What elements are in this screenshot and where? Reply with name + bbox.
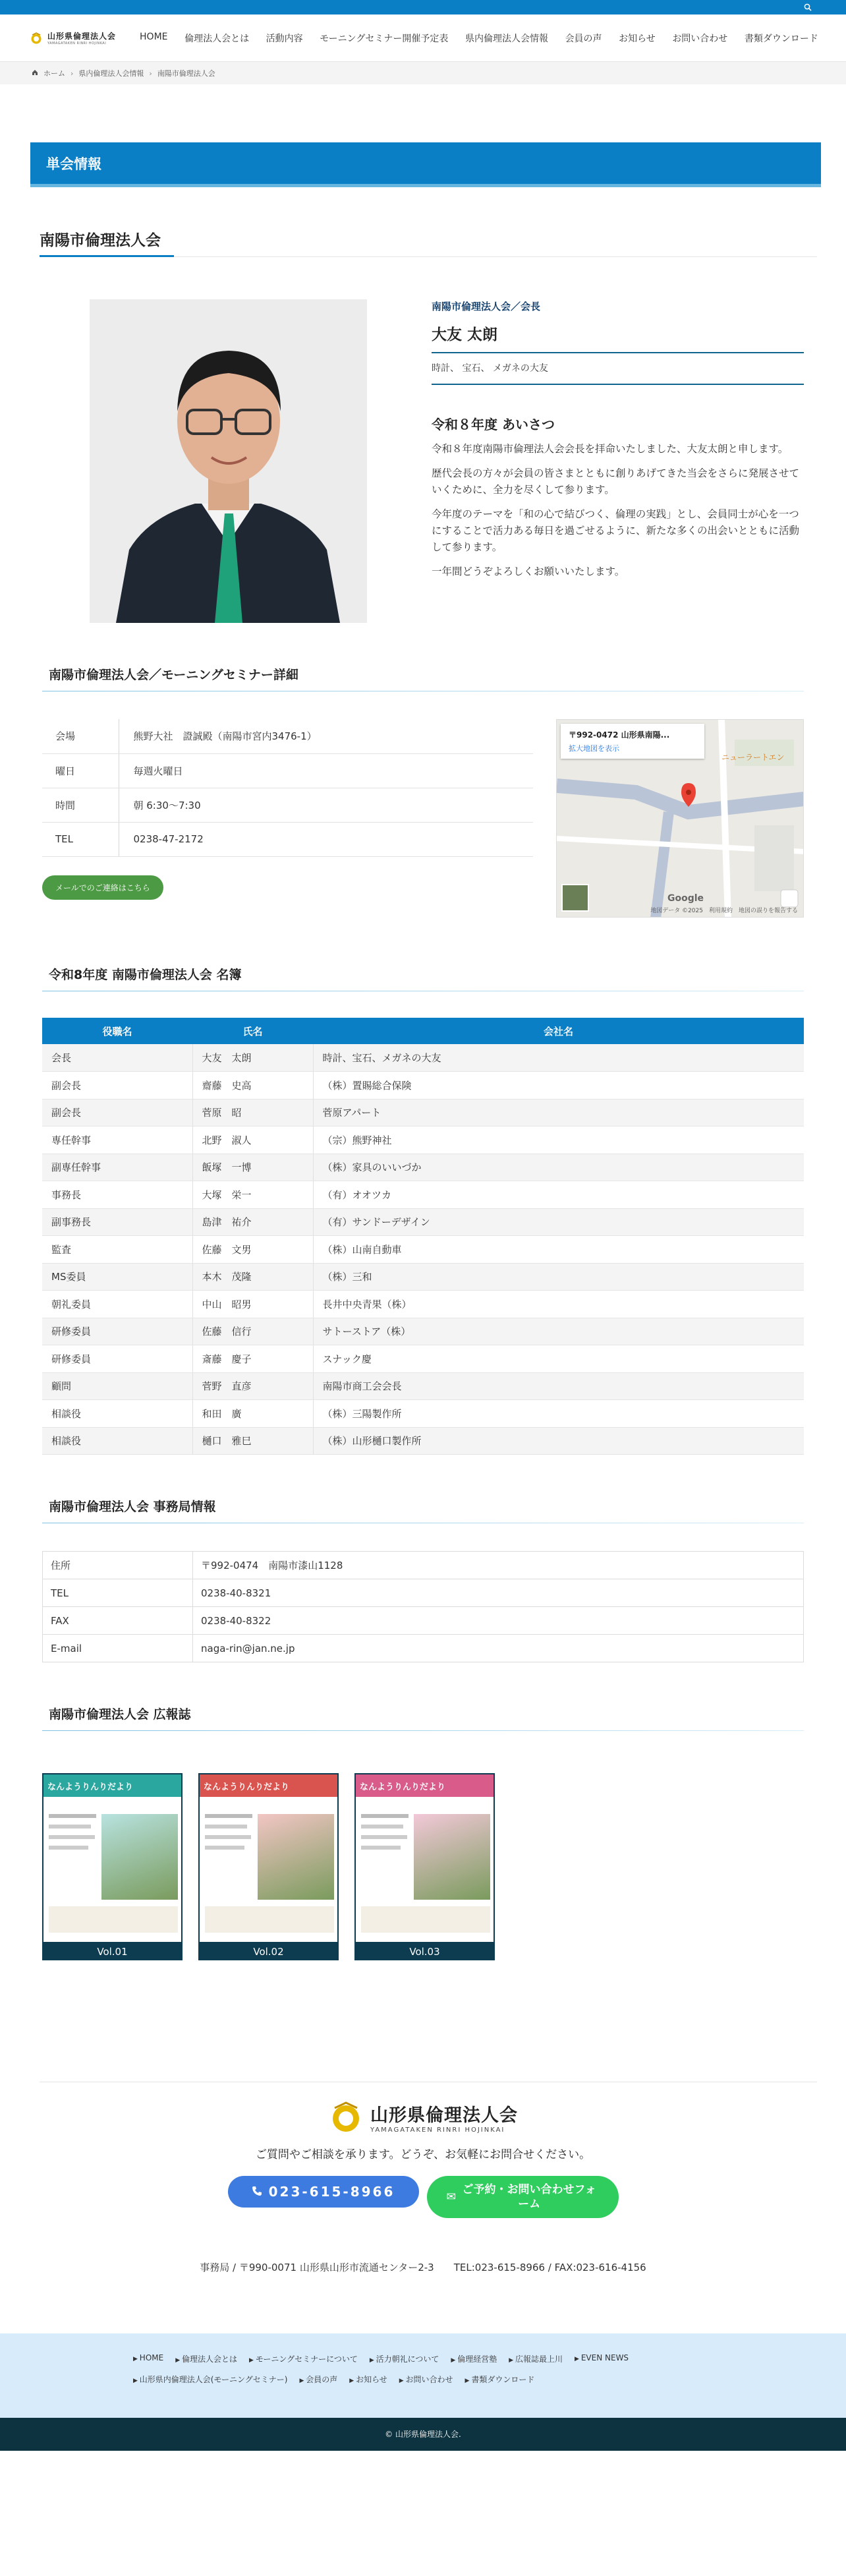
seminar-label: 曜日 [42,753,119,788]
roster-company: 時計、宝石、メガネの大友 [313,1044,804,1072]
roster-section-title: 令和8年度 南陽市倫理法人会 名簿 [42,965,804,991]
footer-link[interactable]: ▶ EVEN NEWS [575,2353,629,2364]
footer-link[interactable]: ▶ 倫理経営塾 [451,2353,497,2364]
cta-logo [328,2101,518,2134]
seminar-label: TEL [42,822,119,856]
table-row [42,1072,804,1099]
chairman-greeting [42,299,804,623]
nav-item[interactable]: お知らせ [619,33,656,44]
greeting-title: 令和８年度 あいさつ [432,417,555,432]
logo-text: 山形県倫理法人会 [47,32,117,41]
top-bar [0,0,846,15]
seminar-row [42,719,533,753]
map-address: 〒992-0472 山形県南陽... [569,730,670,740]
magazine-cover[interactable] [354,1773,495,1943]
greeting-paragraph: 今年度のテーマを「和の心で結びつく、倫理の実践」とし、会員同士が心を一つにすることで活力ある毎日を過ごせるように、新たな多くの出会いとともに活動して参ります。 [432,508,800,553]
map-place-label: ニューラートエン [721,753,785,762]
office-label: FAX [43,1607,193,1635]
roster-company: 南陽市商工会会長 [313,1372,804,1400]
mail-contact-button[interactable]: メールでのご連絡はこちら [42,875,163,900]
nav-item[interactable]: 倫理法人会とは [184,33,250,44]
search-icon[interactable] [804,3,812,11]
roster-role: 専任幹事 [42,1127,192,1154]
table-row [42,1318,804,1345]
nav-item[interactable]: 県内倫理法人会情報 [465,33,548,44]
site-header [0,15,846,62]
cta-message: ご質問やご相談を承ります。どうぞ、お気軽にお問合せください。 [255,2148,591,2161]
office-value: 0238-40-8322 [193,1607,804,1635]
roster-company: サトーストア（株） [313,1318,804,1345]
office-address: 事務局 / 〒990-0071 山形県山形市流通センター2-3 TEL:023-615-8966 / FAX:023-616-4156 [200,2262,646,2273]
logo-emblem-icon [328,2101,364,2133]
site-logo[interactable] [29,30,116,45]
table-row [42,1400,804,1428]
footer-link[interactable]: ▶ お知らせ [349,2374,387,2385]
logo-subtext: YAMAGATAKEN RINRI HOJINKAI [47,42,107,45]
breadcrumb-prefecture[interactable]: 県内倫理法人会情報 [78,69,144,78]
greeting-paragraph: 令和８年度南陽市倫理法人会会長を拝命いたしました、大友太朗と申します。 [432,443,789,455]
office-section-title: 南陽市倫理法人会 事務局情報 [42,1497,804,1523]
roster-role: 副会長 [42,1099,192,1127]
breadcrumb [0,62,846,84]
home-icon [32,69,38,78]
chairman-company: 時計、 宝石、 メガネの大友 [432,353,804,385]
magazine-volume[interactable]: Vol.03 [354,1943,495,1960]
roster-company: 菅原アパート [313,1099,804,1127]
seminar-value: 熊野大社 證誠殿（南陽市宮内3476-1） [119,719,533,753]
roster-table [42,1018,804,1455]
roster-name: 菅野 直彦 [192,1372,313,1400]
seminar-value: 朝 6:30〜7:30 [119,788,533,822]
table-row [42,1372,804,1400]
map-info-card [561,724,704,759]
office-table [42,1551,804,1662]
roster-company: （株）三和 [313,1263,804,1291]
table-row [42,1154,804,1181]
roster-name: 中山 昭男 [192,1291,313,1318]
table-row [42,1181,804,1209]
nav-item[interactable]: お問い合わせ [672,33,728,44]
magazine-cover-title: なんようりんりだより [47,1782,134,1792]
page-title: 単会情報 [30,142,821,187]
contact-cta [42,2101,804,2274]
magazine-volume[interactable]: Vol.02 [198,1943,339,1960]
table-row [42,1099,804,1127]
seminar-label: 会場 [42,719,119,753]
roster-company: （株）山南自動車 [313,1236,804,1264]
google-map[interactable] [556,719,804,918]
roster-name: 北野 淑人 [192,1127,313,1154]
copyright: © 山形県倫理法人会. [0,2418,846,2451]
contact-form-button[interactable] [427,2176,619,2218]
office-label: 住所 [43,1552,193,1579]
office-label: E-mail [43,1635,193,1662]
seminar-label: 時間 [42,788,119,822]
magazine-item[interactable] [198,1773,339,1960]
map-footer: 地図データ ©2025 利用規約 地図の誤りを報告する [650,908,798,914]
roster-name: 斎藤 慶子 [192,1345,313,1373]
cta-logo-subtext: YAMAGATAKEN RINRI HOJINKAI [370,2126,505,2134]
roster-role: 相談役 [42,1400,192,1428]
roster-role: 副事務長 [42,1208,192,1236]
seminar-value: 0238-47-2172 [119,822,533,856]
seminar-section-title: 南陽市倫理法人会／モーニングセミナー詳細 [42,665,804,691]
roster-name: 佐藤 信行 [192,1318,313,1345]
seminar-row [42,788,533,822]
map-enlarge-link[interactable]: 拡大地図を表示 [569,744,619,753]
magazine-section-title: 南陽市倫理法人会 広報誌 [42,1705,804,1731]
roster-role: 副専任幹事 [42,1154,192,1181]
roster-company: 長井中央青果（株） [313,1291,804,1318]
seminar-row [42,753,533,788]
office-value: 0238-40-8321 [193,1579,804,1607]
table-row [42,1236,804,1264]
greeting-paragraph: 一年間どうぞよろしくお願いいたします。 [432,566,625,577]
magazine-volume[interactable]: Vol.01 [42,1943,183,1960]
roster-role: 副会長 [42,1072,192,1099]
footer-link[interactable]: ▶ 広報誌最上川 [509,2353,563,2364]
tel-number: 023-615-8966 [268,2184,395,2200]
table-row [42,1044,804,1072]
footer-link[interactable]: ▶ 書類ダウンロード [465,2374,535,2385]
roster-role: 会長 [42,1044,192,1072]
magazine-cover[interactable] [198,1773,339,1943]
roster-company: （有）オオツカ [313,1181,804,1209]
roster-company: スナック慶 [313,1345,804,1373]
office-row [43,1607,804,1635]
office-row [43,1635,804,1662]
table-row [42,1208,804,1236]
roster-name: 大塚 栄一 [192,1181,313,1209]
roster-role: 監査 [42,1236,192,1264]
main-nav [134,32,824,45]
footer-link[interactable]: ▶ HOME [133,2353,163,2364]
seminar-value: 毎週火曜日 [119,753,533,788]
office-value: naga-rin@jan.ne.jp [193,1635,804,1662]
roster-role: 研修委員 [42,1345,192,1373]
greeting-paragraph: 歴代会長の方々が会員の皆さまとともに創りあげてきた当会をさらに発展させていくために、全力を尽くして参ります。 [432,467,800,496]
table-row [42,1263,804,1291]
footer-link[interactable]: ▶ 活力朝礼について [370,2353,439,2364]
roster-company: （株）三陽製作所 [313,1400,804,1428]
roster-header-name: 氏名 [192,1018,313,1044]
roster-name: 齋藤 史高 [192,1072,313,1099]
footer-nav [0,2333,846,2418]
footer-link[interactable]: ▶ お問い合わせ [399,2374,453,2385]
seminar-row [42,822,533,856]
roster-name: 島津 祐介 [192,1208,313,1236]
roster-header-role: 役職名 [42,1018,192,1044]
chairman-role: 南陽市倫理法人会／会長 [432,301,541,312]
roster-company: （株）置賜総合保険 [313,1072,804,1099]
table-row [42,1127,804,1154]
office-row [43,1552,804,1579]
roster-name: 飯塚 一博 [192,1154,313,1181]
office-row [43,1579,804,1607]
roster-role: 研修委員 [42,1318,192,1345]
google-logo: Google [667,893,704,904]
club-title: 南陽市倫理法人会 [40,228,817,257]
mail-icon: ✉ [446,2190,456,2204]
footer-link[interactable]: ▶ 倫理法人会とは [175,2353,237,2364]
magazine-list [42,1773,804,1960]
chairman-photo [90,299,367,623]
table-row [42,1345,804,1373]
roster-role: 事務長 [42,1181,192,1209]
magazine-cover-title: なんようりんりだより [204,1782,290,1792]
table-row [42,1427,804,1455]
chevron-right-icon: › [70,69,74,78]
seminar-table [42,719,533,857]
breadcrumb-home[interactable]: ホーム [43,69,65,78]
nav-item[interactable]: モーニングセミナー開催予定表 [320,33,449,44]
roster-name: 佐藤 文男 [192,1236,313,1264]
roster-role: 朝礼委員 [42,1291,192,1318]
roster-role: 顧問 [42,1372,192,1400]
footer-link[interactable]: ▶ 会員の声 [299,2374,337,2385]
footer-link[interactable]: ▶ モーニングセミナーについて [249,2353,358,2364]
breadcrumb-current: 南陽市倫理法人会 [157,69,215,78]
roster-role: 相談役 [42,1427,192,1455]
roster-company: （株）家具のいいづか [313,1154,804,1181]
magazine-cover-title: なんようりんりだより [360,1782,446,1792]
nav-item[interactable]: 会員の声 [565,33,602,44]
magazine-item[interactable] [42,1773,183,1960]
nav-item[interactable]: HOME [140,31,168,42]
chevron-right-icon: › [149,69,152,78]
contact-form-label: ご予約・お問い合わせフォーム [462,2183,596,2211]
table-row [42,1291,804,1318]
roster-role: MS委員 [42,1263,192,1291]
roster-company: （宗）熊野神社 [313,1127,804,1154]
office-value: 〒992-0474 南陽市漆山1128 [193,1552,804,1579]
magazine-cover[interactable] [42,1773,183,1943]
tel-button[interactable] [228,2176,419,2208]
roster-company: （有）サンドーデザイン [313,1208,804,1236]
roster-name: 本木 茂隆 [192,1263,313,1291]
roster-name: 菅原 昭 [192,1099,313,1127]
nav-item[interactable]: 活動内容 [266,33,303,44]
roster-name: 大友 太朗 [192,1044,313,1072]
seminar-details [42,719,804,918]
cta-logo-text: 山形県倫理法人会 [370,2105,518,2126]
phone-icon [252,2184,262,2200]
roster-header-company: 会社名 [313,1018,804,1044]
logo-emblem-icon [29,32,43,44]
chairman-name: 大友 太朗 [432,322,804,353]
nav-item[interactable]: 書類ダウンロード [744,33,818,44]
office-label: TEL [43,1579,193,1607]
main-content [0,142,846,2274]
roster-name: 樋口 雅巳 [192,1427,313,1455]
roster-name: 和田 廣 [192,1400,313,1428]
footer-link[interactable]: ▶ 山形県内倫理法人会(モーニングセミナー) [133,2374,287,2385]
magazine-item[interactable] [354,1773,495,1960]
page-bottom [0,2451,846,2576]
roster-company: （株）山形樋口製作所 [313,1427,804,1455]
